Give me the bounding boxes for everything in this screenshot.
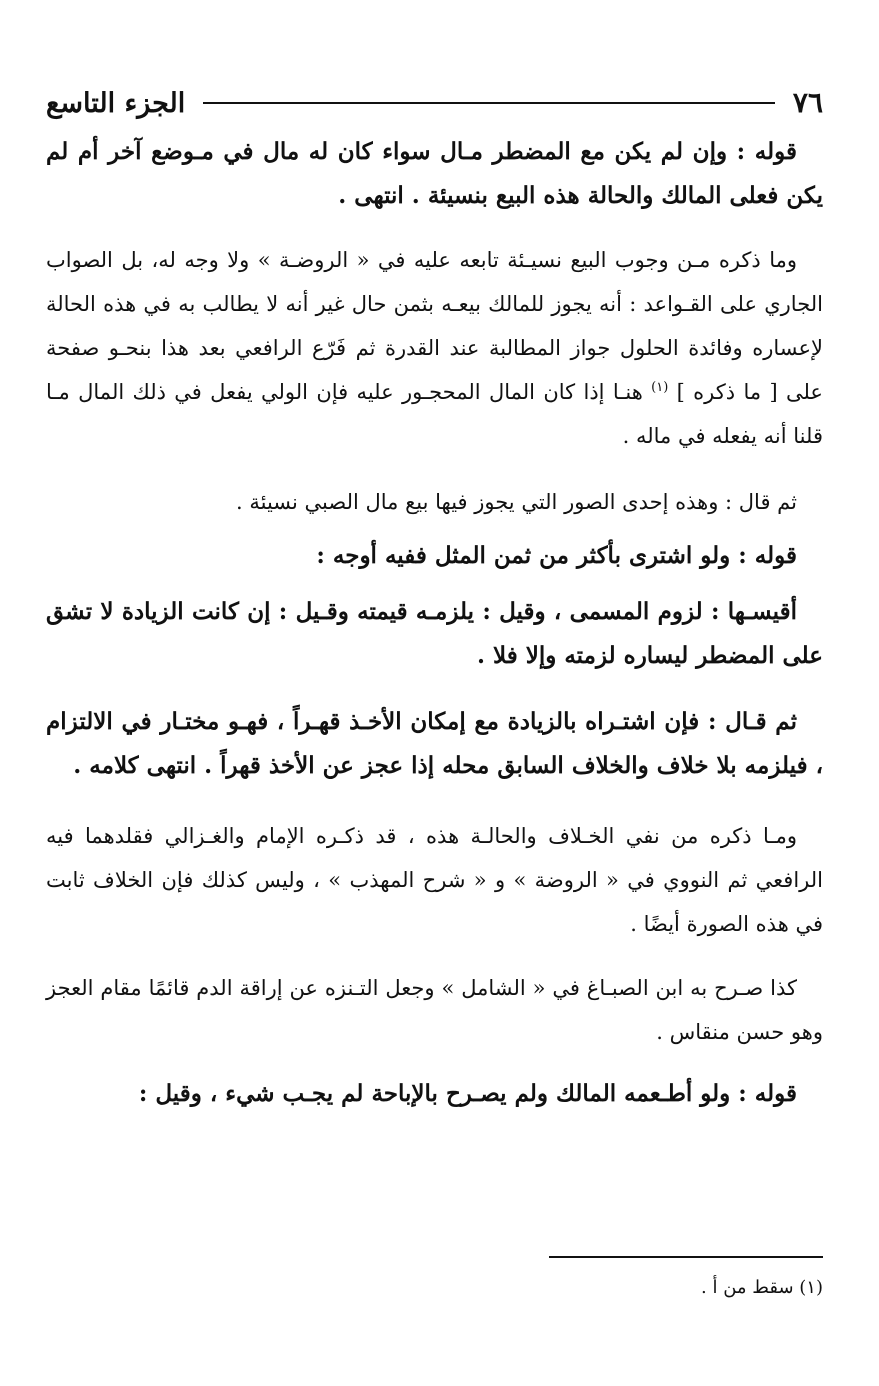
footnote-separator (549, 1256, 823, 1258)
paragraph-2 (46, 238, 823, 458)
footnote: (١) سقط من أ . (701, 1277, 823, 1298)
paragraph-5: أقيسـها : لزوم المسمى ، وقيل : يلزمـه قيمته وقـيل : إن كانت الزيادة لا تشق على المضطر ليساره لزمته وإلا فلا . (46, 598, 823, 669)
page-number: ٧٦ (792, 86, 823, 119)
paragraph-2-text-before-note: وما ذكره مـن وجوب البيع نسيـئة تابعه عليه في « الروضـة » ولا وجه له، بل الصواب الجاري على القـواعد : أنه يجوز للمالك بيعـه بثمن حال غير أنه لا يطالب به في هذه الحالة لإعساره وفائدة الحلول جواز المطالبة عند القدرة ثم فَرّع الرافعي بعد هذا بنحـو صفحة على [ ما ذكره ] (46, 248, 823, 404)
paragraph-3: ثم قال : وهذه إحدى الصور التي يجوز فيها بيع مال الصبي نسيئة . (236, 490, 797, 514)
paragraph-2-text-after-note: هنـا إذا كان المال المحجـور عليه فإن الولي يفعل في ذلك المال مـا قلنا أنه يفعله في ماله . (46, 380, 823, 448)
paragraph-4: قوله : ولو اشترى بأكثر من ثمن المثل ففيه أوجه : (316, 542, 797, 569)
document-page (46, 78, 823, 1356)
page-header (46, 78, 823, 128)
paragraph-8: كذا صـرح به ابن الصبـاغ في « الشامل » وجعل التـنزه عن إراقة الدم قائمًا مقام العجز وهو حسن منقاس . (46, 976, 823, 1044)
paragraph-7: ومـا ذكره من نفي الخـلاف والحالـة هذه ، قد ذكـره الإمام والغـزالي فقلدهما فيه الرافعي ثم النووي في « الروضة » و « شرح المهذب » ، وليس كذلك فإن الخلاف ثابت في هذه الصورة أيضًا . (46, 824, 823, 936)
paragraph-1: قوله : وإن لم يكن مع المضطر مـال سواء كان له مال في مـوضع آخر أم لم يكن فعلى المالك والحالة هذه البيع بنسيئة . انتهى . (46, 138, 823, 209)
paragraph-6: ثم قـال : فإن اشتـراه بالزيادة مع إمكان الأخـذ قهـراً ، فهـو مختـار في الالتزام ، فيلزمه بلا خلاف والخلاف السابق محله إذا عجز عن الأخذ قهراً . انتهى كلامه . (46, 708, 823, 779)
footnote-reference: (١) (651, 380, 669, 395)
running-title: الجزء التاسع (46, 87, 186, 119)
paragraph-9: قوله : ولو أطـعمه المالك ولم يصـرح بالإباحة لم يجـب شيء ، وقيل : (138, 1080, 797, 1107)
header-rule (203, 102, 775, 104)
